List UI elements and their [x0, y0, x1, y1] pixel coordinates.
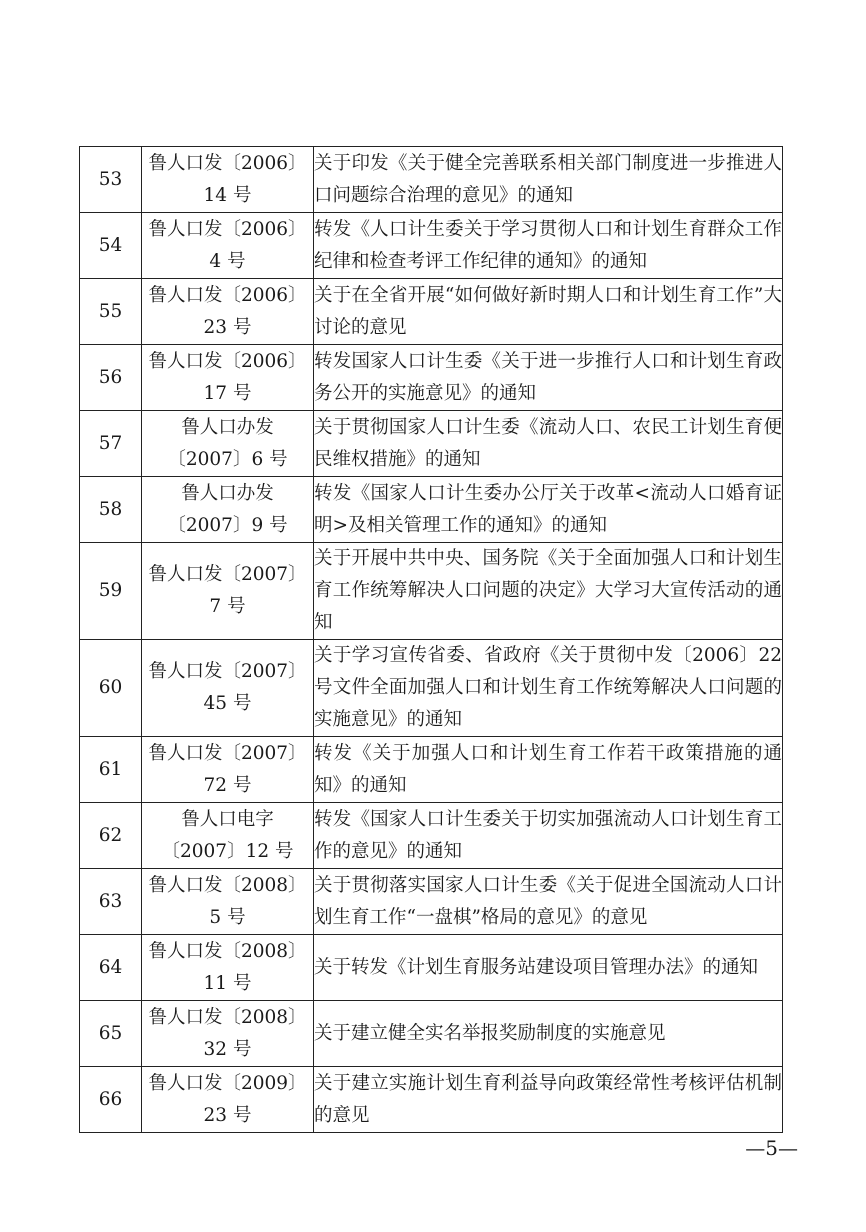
table-row: [80, 803, 783, 869]
code-line-1: 鲁人口发〔2006〕: [148, 152, 307, 174]
code-line-1: 鲁人口发〔2006〕: [148, 284, 307, 306]
document-code: [142, 411, 314, 477]
table-row: [80, 935, 783, 1001]
table-row: [80, 869, 783, 935]
code-line-2: 〔2007〕6 号: [167, 448, 288, 470]
document-title: 关于转发《计划生育服务站建设项目管理办法》的通知: [314, 935, 783, 1001]
code-line-2: 23 号: [203, 316, 252, 338]
code-line-2: 〔2007〕9 号: [167, 514, 288, 536]
table-row: [80, 640, 783, 737]
code-line-1: 鲁人口发〔2008〕: [148, 940, 307, 962]
document-code: [142, 543, 314, 640]
row-number: 59: [80, 543, 142, 640]
document-title: 转发《国家人口计生委关于切实加强流动人口计划生育工作的意见》的通知: [314, 803, 783, 869]
table-row: [80, 477, 783, 543]
code-line-2: 7 号: [209, 596, 246, 617]
table-row: [80, 147, 783, 213]
document-code: [142, 477, 314, 543]
document-title: 关于印发《关于健全完善联系相关部门制度进一步推进人口问题综合治理的意见》的通知: [314, 147, 783, 213]
document-code: [142, 279, 314, 345]
row-number: 62: [80, 803, 142, 869]
document-code: [142, 803, 314, 869]
document-list-table: [79, 146, 783, 1133]
code-line-1: 鲁人口发〔2006〕: [148, 350, 307, 372]
code-line-2: 17 号: [203, 382, 252, 404]
document-title: 转发《人口计生委关于学习贯彻人口和计划生育群众工作纪律和检查考评工作纪律的通知》的通知: [314, 213, 783, 279]
table-row: [80, 345, 783, 411]
row-number: 54: [80, 213, 142, 279]
table-row: [80, 1001, 783, 1067]
row-number: 60: [80, 640, 142, 737]
table-row: [80, 279, 783, 345]
code-line-2: 45 号: [203, 693, 252, 714]
row-number: 65: [80, 1001, 142, 1067]
document-code: [142, 1067, 314, 1133]
code-line-1: 鲁人口发〔2006〕: [148, 218, 307, 240]
code-line-2: 72 号: [203, 774, 252, 796]
code-line-1: 鲁人口发〔2008〕: [148, 1006, 307, 1028]
code-line-2: 〔2007〕12 号: [161, 840, 294, 862]
row-number: 53: [80, 147, 142, 213]
code-line-2: 4 号: [209, 250, 246, 272]
document-code: [142, 1001, 314, 1067]
document-code: [142, 737, 314, 803]
code-line-2: 14 号: [203, 184, 252, 206]
code-line-1: 鲁人口电字: [181, 808, 274, 830]
document-code: [142, 640, 314, 737]
row-number: 58: [80, 477, 142, 543]
code-line-2: 5 号: [209, 906, 246, 928]
code-line-2: 32 号: [203, 1038, 252, 1060]
document-title: 关于在全省开展“如何做好新时期人口和计划生育工作”大讨论的意见: [314, 279, 783, 345]
table-row: [80, 1067, 783, 1133]
document-title: 关于贯彻国家人口计生委《流动人口、农民工计划生育便民维权措施》的通知: [314, 411, 783, 477]
code-line-1: 鲁人口发〔2008〕: [148, 874, 307, 896]
code-line-2: 11 号: [203, 972, 252, 994]
document-title: 关于学习宣传省委、省政府《关于贯彻中发〔2006〕22 号文件全面加强人口和计划生育工作统筹解决人口问题的实施意见》的通知: [314, 640, 783, 737]
page-number: —5—: [745, 1136, 798, 1160]
row-number: 56: [80, 345, 142, 411]
row-number: 61: [80, 737, 142, 803]
document-code: [142, 935, 314, 1001]
row-number: 63: [80, 869, 142, 935]
row-number: 55: [80, 279, 142, 345]
document-title: 关于建立实施计划生育利益导向政策经常性考核评估机制的意见: [314, 1067, 783, 1133]
code-line-1: 鲁人口办发: [181, 482, 274, 504]
row-number: 64: [80, 935, 142, 1001]
document-title: 转发《关于加强人口和计划生育工作若干政策措施的通知》的通知: [314, 737, 783, 803]
document-code: [142, 345, 314, 411]
code-line-2: 23 号: [203, 1104, 252, 1126]
document-code: [142, 213, 314, 279]
document-title: 转发国家人口计生委《关于进一步推行人口和计划生育政务公开的实施意见》的通知: [314, 345, 783, 411]
code-line-1: 鲁人口发〔2007〕: [148, 564, 307, 585]
code-line-1: 鲁人口发〔2007〕: [148, 661, 307, 682]
document-code: [142, 869, 314, 935]
row-number: 66: [80, 1067, 142, 1133]
document-title: 关于建立健全实名举报奖励制度的实施意见: [314, 1001, 783, 1067]
document-title: 转发《国家人口计生委办公厅关于改革<流动人口婚育证明>及相关管理工作的通知》的通知: [314, 477, 783, 543]
code-line-1: 鲁人口办发: [181, 416, 274, 438]
table-row: [80, 213, 783, 279]
document-title: 关于开展中共中央、国务院《关于全面加强人口和计划生育工作统筹解决人口问题的决定》大学习大宣传活动的通知: [314, 543, 783, 640]
table-row: [80, 737, 783, 803]
row-number: 57: [80, 411, 142, 477]
code-line-1: 鲁人口发〔2009〕: [148, 1072, 307, 1094]
table-row: [80, 411, 783, 477]
document-code: [142, 147, 314, 213]
code-line-1: 鲁人口发〔2007〕: [148, 742, 307, 764]
document-title: 关于贯彻落实国家人口计生委《关于促进全国流动人口计划生育工作“一盘棋”格局的意见》的意见: [314, 869, 783, 935]
table-row: [80, 543, 783, 640]
